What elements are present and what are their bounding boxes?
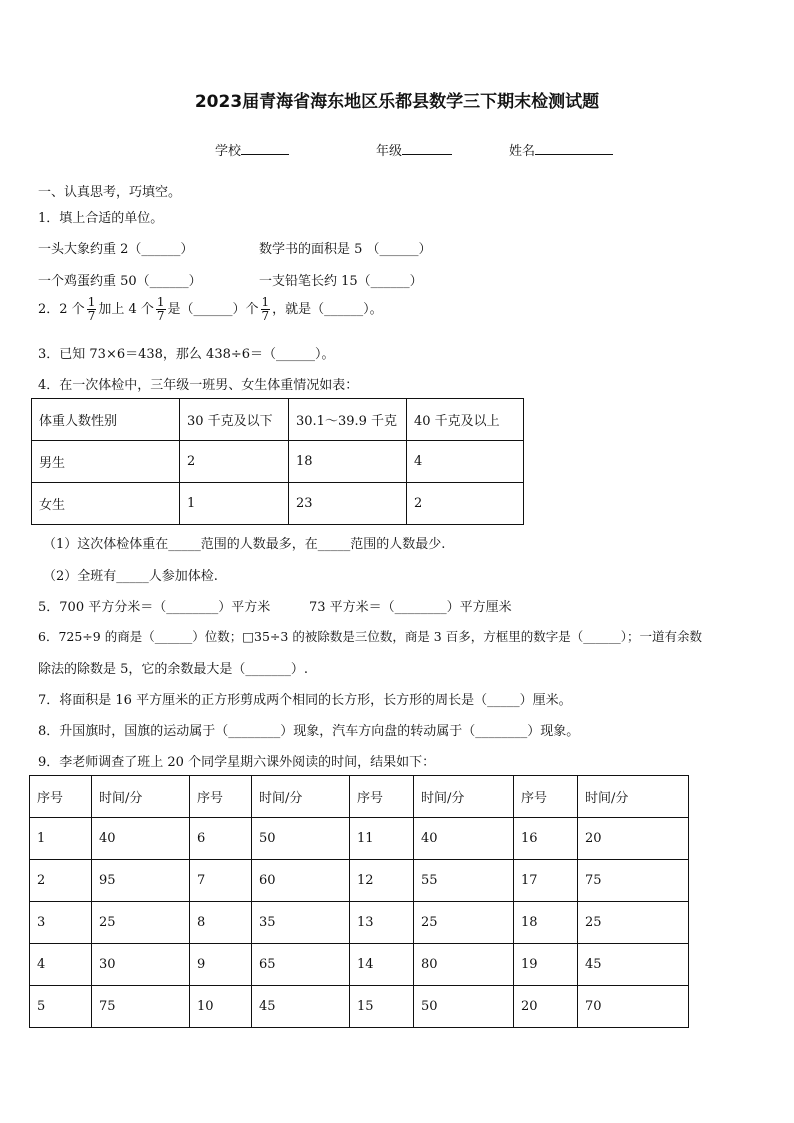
grade-label: 年级 (376, 144, 403, 159)
table-cell: 4 (407, 441, 524, 483)
table-cell: 9 (190, 944, 252, 986)
question-1b: 数学书的面积是 5 （______） (259, 242, 432, 257)
table-header-cell: 30.1～39.9 千克 (289, 399, 407, 441)
fraction-one-seventh (261, 296, 271, 323)
table-header-cell: 序号 (514, 776, 578, 818)
question-8: 8．升国旗时，国旗的运动属于（________）现象，汽车方向盘的转动属于（________）现象。 (38, 724, 580, 739)
name-blank[interactable] (535, 141, 613, 155)
table-cell: 25 (578, 902, 689, 944)
table-cell: 14 (350, 944, 414, 986)
table-cell: 25 (414, 902, 514, 944)
table-row (30, 818, 689, 860)
table-header-cell: 30 千克及以下 (180, 399, 289, 441)
fraction-one-seventh (156, 296, 166, 323)
table-cell: 75 (578, 860, 689, 902)
question-4-stem: 4．在一次体检中，三年级一班男、女生体重情况如表： (38, 378, 359, 393)
table-cell: 70 (578, 986, 689, 1028)
fraction-numerator: 1 (261, 295, 270, 309)
table-cell: 65 (252, 944, 350, 986)
question-4-sub2: （2）全班有_____人参加体检. (43, 569, 218, 584)
table-row (32, 441, 524, 483)
table-cell: 40 (414, 818, 514, 860)
table-header-cell: 时间/分 (252, 776, 350, 818)
table-cell: 75 (92, 986, 190, 1028)
name-label: 姓名 (509, 144, 536, 159)
table-cell: 2 (30, 860, 92, 902)
school-field (215, 140, 289, 159)
q2-part3: 是（______）个 (167, 302, 259, 317)
table-cell: 60 (252, 860, 350, 902)
question-1d: 一支铅笔长约 15（______） (259, 274, 423, 289)
question-6-line1: 6．725÷9 的商是（______）位数；□35÷3 的被除数是三位数，商是 3 百多，方框里的数字是（______）；一道有余数 (38, 629, 702, 644)
table-cell: 2 (407, 483, 524, 525)
table-cell: 30 (92, 944, 190, 986)
question-5a: 5．700 平方分米＝（________）平方米 (38, 600, 271, 615)
table-cell: 23 (289, 483, 407, 525)
question-6-line2: 除法的除数是 5，它的余数最大是（_______）. (38, 662, 309, 677)
table-cell: 25 (92, 902, 190, 944)
q2-part4: ，就是（______）。 (272, 302, 383, 317)
table-cell: 11 (350, 818, 414, 860)
table-row (30, 986, 689, 1028)
table-cell: 20 (578, 818, 689, 860)
table-header-cell: 40 千克及以上 (407, 399, 524, 441)
table-row (32, 483, 524, 525)
table-cell: 男生 (32, 441, 180, 483)
q2-part1: 2．2 个 (38, 302, 85, 317)
table-cell: 5 (30, 986, 92, 1028)
name-field (509, 140, 613, 159)
table-header-row (30, 776, 689, 818)
table-cell: 13 (350, 902, 414, 944)
table-cell: 50 (414, 986, 514, 1028)
table-cell: 16 (514, 818, 578, 860)
fraction-denominator: 7 (87, 309, 96, 323)
table-cell: 8 (190, 902, 252, 944)
school-blank[interactable] (241, 141, 289, 155)
question-7: 7．将面积是 16 平方厘米的正方形剪成两个相同的长方形，长方形的周长是（_____）厘米。 (38, 693, 572, 708)
weight-table (31, 398, 524, 525)
section-heading: 一、认真思考，巧填空。 (38, 185, 182, 200)
fraction-denominator: 7 (156, 309, 165, 323)
table-cell: 12 (350, 860, 414, 902)
table-cell: 3 (30, 902, 92, 944)
q2-part2: 加上 4 个 (98, 302, 154, 317)
table-cell: 45 (252, 986, 350, 1028)
question-5b: 73 平方米＝（________）平方厘米 (309, 600, 512, 615)
table-cell: 35 (252, 902, 350, 944)
question-9-stem: 9．李老师调查了班上 20 个同学星期六课外阅读的时间，结果如下： (38, 755, 436, 770)
table-cell: 7 (190, 860, 252, 902)
table-cell: 女生 (32, 483, 180, 525)
table-cell: 17 (514, 860, 578, 902)
table-cell: 6 (190, 818, 252, 860)
table-cell: 18 (289, 441, 407, 483)
table-header-cell: 序号 (190, 776, 252, 818)
table-header-cell: 体重人数性别 (32, 399, 180, 441)
table-cell: 40 (92, 818, 190, 860)
table-cell: 19 (514, 944, 578, 986)
table-cell: 18 (514, 902, 578, 944)
table-cell: 80 (414, 944, 514, 986)
table-cell: 1 (180, 483, 289, 525)
table-cell: 2 (180, 441, 289, 483)
table-header-row (32, 399, 524, 441)
school-label: 学校 (215, 144, 242, 159)
table-cell: 15 (350, 986, 414, 1028)
table-cell: 10 (190, 986, 252, 1028)
question-1-stem: 1．填上合适的单位。 (38, 211, 164, 226)
table-cell: 55 (414, 860, 514, 902)
fraction-numerator: 1 (156, 295, 165, 309)
table-row (30, 902, 689, 944)
question-2 (38, 296, 383, 323)
question-1c: 一个鸡蛋约重 50（______） (38, 274, 202, 289)
table-row (30, 860, 689, 902)
table-header-cell: 时间/分 (414, 776, 514, 818)
question-1a: 一头大象约重 2（______） (38, 242, 194, 257)
table-cell: 50 (252, 818, 350, 860)
table-cell: 95 (92, 860, 190, 902)
table-row (30, 944, 689, 986)
page-title: 2023届青海省海东地区乐都县数学三下期末检测试题 (194, 92, 600, 112)
table-cell: 20 (514, 986, 578, 1028)
table-header-cell: 时间/分 (578, 776, 689, 818)
fraction-numerator: 1 (87, 295, 96, 309)
question-4-sub1: （1）这次体检体重在_____范围的人数最多，在_____范围的人数最少. (43, 537, 446, 552)
table-header-cell: 序号 (30, 776, 92, 818)
table-cell: 1 (30, 818, 92, 860)
fraction-denominator: 7 (261, 309, 270, 323)
table-header-cell: 时间/分 (92, 776, 190, 818)
reading-time-table (29, 775, 689, 1028)
question-3: 3．已知 73×6＝438，那么 438÷6＝（______）。 (38, 347, 335, 362)
fraction-one-seventh (87, 296, 97, 323)
table-cell: 4 (30, 944, 92, 986)
table-cell: 45 (578, 944, 689, 986)
table-header-cell: 序号 (350, 776, 414, 818)
grade-blank[interactable] (402, 141, 452, 155)
grade-field (376, 140, 452, 159)
